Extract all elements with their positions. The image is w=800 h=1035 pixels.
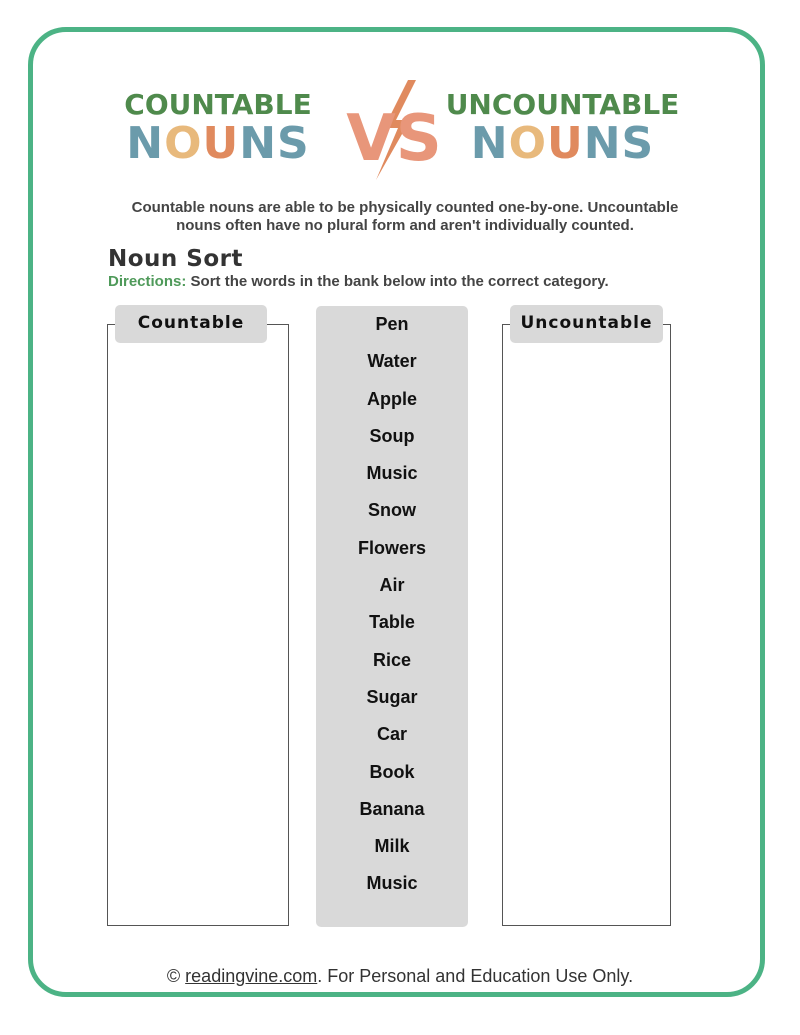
word-bank-item[interactable]: Banana bbox=[359, 798, 425, 819]
word-bank-item[interactable]: Table bbox=[369, 612, 415, 633]
word-bank-item[interactable]: Music bbox=[366, 873, 418, 894]
intro-paragraph bbox=[100, 199, 710, 235]
letter: U bbox=[546, 118, 584, 169]
uncountable-column-header: Uncountable bbox=[510, 305, 663, 343]
nouns-word-right bbox=[440, 120, 685, 168]
letter: O bbox=[508, 118, 547, 169]
letter: U bbox=[202, 118, 240, 169]
uncountable-title bbox=[440, 90, 685, 168]
letter: N bbox=[583, 118, 622, 169]
countable-column-header: Countable bbox=[115, 305, 267, 343]
directions-text: Sort the words in the bank below into the correct category. bbox=[186, 273, 609, 290]
letter: O bbox=[164, 118, 203, 169]
word-bank-item[interactable]: Music bbox=[366, 463, 418, 484]
countable-title bbox=[118, 90, 318, 168]
uncountable-word: UNCOUNTABLE bbox=[445, 88, 680, 121]
vs-logo bbox=[338, 80, 448, 180]
countable-word: COUNTABLE bbox=[124, 88, 312, 121]
word-bank-list bbox=[316, 306, 468, 907]
letter: N bbox=[126, 118, 165, 169]
directions bbox=[108, 273, 609, 290]
word-bank-item[interactable]: Book bbox=[369, 761, 415, 782]
word-bank-item[interactable]: Apple bbox=[366, 388, 417, 409]
footer bbox=[0, 966, 800, 987]
word-bank-item[interactable]: Water bbox=[367, 351, 417, 372]
site-link[interactable]: readingvine.com bbox=[185, 966, 318, 986]
footer-text: . For Personal and Education Use Only. bbox=[317, 966, 634, 986]
word-bank-item[interactable]: Soup bbox=[369, 425, 415, 446]
word-bank-item[interactable]: Air bbox=[379, 575, 405, 596]
letter: N bbox=[239, 118, 278, 169]
word-bank-item[interactable]: Flowers bbox=[357, 537, 427, 558]
intro-line: nouns often have no plural form and aren't individually counted. bbox=[176, 217, 634, 234]
countable-column-box[interactable] bbox=[107, 324, 289, 926]
vs-text: VS bbox=[346, 102, 442, 176]
letter: N bbox=[470, 118, 509, 169]
section-title: Noun Sort bbox=[108, 246, 244, 272]
word-bank-item[interactable]: Car bbox=[376, 724, 407, 745]
uncountable-column-box[interactable] bbox=[502, 324, 671, 926]
copyright-symbol: © bbox=[166, 966, 186, 986]
directions-label: Directions: bbox=[108, 273, 187, 290]
word-bank-item[interactable]: Milk bbox=[374, 836, 410, 857]
word-bank-item[interactable]: Sugar bbox=[366, 686, 418, 707]
intro-line: Countable nouns are able to be physically counted one-by-one. Uncountable bbox=[131, 199, 679, 216]
word-bank-item[interactable]: Pen bbox=[375, 314, 409, 334]
word-bank-item[interactable]: Snow bbox=[368, 500, 416, 521]
word-bank bbox=[316, 306, 468, 927]
title-header bbox=[0, 80, 800, 180]
nouns-word-left bbox=[118, 120, 318, 168]
word-bank-item[interactable]: Rice bbox=[372, 649, 412, 670]
letter: S bbox=[621, 118, 655, 169]
letter: S bbox=[277, 118, 310, 169]
